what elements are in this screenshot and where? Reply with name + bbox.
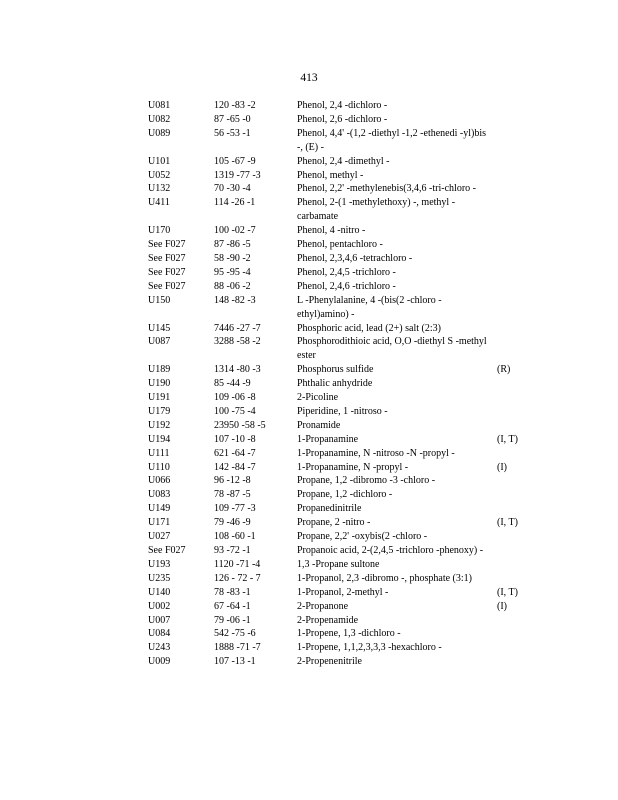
table-row [148, 127, 528, 155]
hazard-code: (I, T) [497, 517, 518, 529]
hazard-code: (I) [497, 461, 507, 473]
table-row [148, 600, 528, 614]
substance-name: Propane, 1,2 -dichloro - [297, 489, 393, 501]
waste-code: See F027 [148, 545, 186, 556]
cas-number: 109 -77 -3 [214, 503, 256, 515]
substance-name: Phosphorodithioic acid, O,O -diethyl S -methyl ester [297, 336, 487, 362]
page-number: 413 [300, 72, 318, 84]
cas-number: 109 -06 -8 [214, 392, 256, 404]
substance-name: Propanedinitrile [297, 503, 362, 515]
waste-code: U170 [148, 225, 171, 237]
cas-number: 87 -65 -0 [214, 113, 251, 125]
table-row [148, 238, 528, 252]
table-row [148, 641, 528, 655]
cas-number: 105 -67 -9 [214, 155, 256, 167]
waste-code: U087 [148, 336, 171, 348]
table-row [148, 558, 528, 572]
substance-name: 1-Propanol, 2-methyl - [297, 586, 389, 598]
table-row [148, 391, 528, 405]
hazardous-waste-table [148, 99, 528, 669]
waste-code: See F027 [148, 266, 186, 278]
table-row [148, 335, 528, 363]
substance-name: 1-Propanamine [297, 433, 359, 445]
table-row [148, 614, 528, 628]
cas-number: 96 -12 -8 [214, 475, 251, 487]
cas-number: 88 -06 -2 [214, 280, 251, 292]
table-row [148, 363, 528, 377]
cas-number: 87 -86 -5 [214, 239, 251, 251]
substance-name: Piperidine, 1 -nitroso - [297, 405, 388, 417]
table-row [148, 572, 528, 586]
table-row [148, 627, 528, 641]
waste-code: U082 [148, 113, 171, 125]
waste-code: U027 [148, 531, 171, 543]
cas-number: 1120 -71 -4 [214, 558, 261, 570]
waste-code: U132 [148, 183, 171, 195]
substance-name: Propane, 1,2 -dibromo -3 -chloro - [297, 475, 436, 487]
cas-number: 120 -83 -2 [214, 100, 256, 111]
substance-name: 2-Propanone [297, 600, 349, 612]
waste-code: See F027 [148, 252, 186, 264]
waste-code: U179 [148, 405, 171, 417]
table-row [148, 155, 528, 169]
cas-number: 7446 -27 -7 [214, 322, 261, 334]
substance-name: Propane, 2 -nitro - [297, 517, 371, 529]
table-row [148, 461, 528, 475]
hazard-code: (I) [497, 600, 507, 612]
waste-code: U192 [148, 419, 171, 431]
waste-code: U089 [148, 127, 171, 139]
waste-code: U150 [148, 294, 171, 306]
table-row [148, 377, 528, 391]
cas-number: 126 - 72 - 7 [214, 572, 261, 584]
substance-name: Phosphoric acid, lead (2+) salt (2:3) [297, 322, 441, 334]
table-row [148, 433, 528, 447]
cas-number: 79 -46 -9 [214, 517, 251, 529]
cas-number: 70 -30 -4 [214, 183, 251, 195]
cas-number: 114 -26 -1 [214, 197, 256, 209]
cas-number: 79 -06 -1 [214, 614, 251, 626]
substance-name: Phosphorus sulfide [297, 364, 374, 376]
substance-name: 2-Propenenitrile [297, 656, 362, 668]
waste-code: U111 [148, 447, 170, 459]
substance-name: 1-Propanamine, N -nitroso -N -propyl - [297, 447, 455, 459]
cas-number: 95 -95 -4 [214, 266, 251, 278]
table-row [148, 280, 528, 294]
cas-number: 107 -10 -8 [214, 433, 256, 445]
waste-code: U066 [148, 475, 171, 487]
waste-code: U149 [148, 503, 171, 515]
waste-code: U081 [148, 100, 171, 111]
substance-name: Phthalic anhydride [297, 378, 373, 390]
substance-name: Propane, 2,2' -oxybis(2 -chloro - [297, 531, 428, 543]
cas-number: 3288 -58 -2 [214, 336, 261, 348]
table-row [148, 516, 528, 530]
table-row [148, 474, 528, 488]
waste-code: U110 [148, 461, 170, 473]
substance-name: 1-Propanol, 2,3 -dibromo -, phosphate (3:1) [297, 572, 472, 584]
cas-number: 1319 -77 -3 [214, 169, 261, 181]
table-row [148, 113, 528, 127]
waste-code: U243 [148, 642, 171, 654]
substance-name: 1-Propene, 1,3 -dichloro - [297, 628, 401, 640]
substance-name: 2-Picoline [297, 392, 339, 404]
cas-number: 100 -02 -7 [214, 225, 256, 237]
substance-name: Pronamide [297, 419, 341, 431]
table-row [148, 530, 528, 544]
substance-name: Phenol, pentachloro - [297, 239, 383, 251]
table-row [148, 294, 528, 322]
substance-name: Phenol, 4 -nitro - [297, 225, 366, 237]
substance-name: Phenol, 4,4' -(1,2 -diethyl -1,2 -ethenedi -yl)bis -, (E) - [297, 127, 486, 153]
table-row [148, 405, 528, 419]
waste-code: U194 [148, 433, 171, 445]
waste-code: U191 [148, 392, 171, 404]
waste-code: U101 [148, 155, 171, 167]
cas-number: 58 -90 -2 [214, 252, 251, 264]
substance-name: Propanoic acid, 2-(2,4,5 -trichloro -phenoxy) - [297, 545, 484, 556]
table-row [148, 196, 528, 224]
waste-code: U083 [148, 489, 171, 501]
table-row [148, 322, 528, 336]
cas-number: 78 -83 -1 [214, 586, 251, 598]
substance-name: Phenol, 2,6 -dichloro - [297, 113, 388, 125]
cas-number: 23950 -58 -5 [214, 419, 266, 431]
cas-number: 78 -87 -5 [214, 489, 251, 501]
substance-name: L -Phenylalanine, 4 -(bis(2 -chloro -ethyl)amino) - [297, 294, 442, 320]
hazard-code: (I, T) [497, 433, 518, 445]
table-row [148, 224, 528, 238]
cas-number: 542 -75 -6 [214, 628, 256, 640]
substance-name: Phenol, 2-(1 -methylethoxy) -, methyl -carbamate [297, 197, 456, 223]
waste-code: U002 [148, 600, 171, 612]
cas-number: 93 -72 -1 [214, 545, 251, 556]
table-row [148, 447, 528, 461]
waste-code: See F027 [148, 239, 186, 251]
table-row [148, 586, 528, 600]
waste-code: U052 [148, 169, 171, 181]
substance-name: Phenol, 2,4 -dichloro - [297, 100, 388, 111]
cas-number: 1314 -80 -3 [214, 364, 261, 376]
table-row [148, 544, 528, 558]
waste-code: U193 [148, 558, 171, 570]
substance-name: Phenol, 2,4,5 -trichloro - [297, 266, 396, 278]
cas-number: 107 -13 -1 [214, 656, 256, 668]
cas-number: 1888 -71 -7 [214, 642, 261, 654]
table-row [148, 99, 528, 113]
substance-name: 1-Propanamine, N -propyl - [297, 461, 409, 473]
waste-code: U171 [148, 517, 171, 529]
cas-number: 148 -82 -3 [214, 294, 256, 306]
substance-name: Phenol, methyl - [297, 169, 364, 181]
cas-number: 621 -64 -7 [214, 447, 256, 459]
substance-name: Phenol, 2,4,6 -trichloro - [297, 280, 396, 292]
waste-code: U084 [148, 628, 171, 640]
waste-code: U190 [148, 378, 171, 390]
cas-number: 67 -64 -1 [214, 600, 251, 612]
table-row [148, 502, 528, 516]
waste-code: U235 [148, 572, 171, 584]
waste-code: U189 [148, 364, 171, 376]
waste-code: See F027 [148, 280, 186, 292]
substance-name: Phenol, 2,2' -methylenebis(3,4,6 -tri-chloro - [297, 183, 476, 195]
substance-name: 2-Propenamide [297, 614, 359, 626]
cas-number: 100 -75 -4 [214, 405, 256, 417]
hazard-code: (R) [497, 364, 511, 376]
cas-number: 85 -44 -9 [214, 378, 251, 390]
table-row [148, 655, 528, 669]
substance-name: Phenol, 2,3,4,6 -tetrachloro - [297, 252, 413, 264]
waste-code: U411 [148, 197, 170, 209]
cas-number: 142 -84 -7 [214, 461, 256, 473]
hazard-code: (I, T) [497, 586, 518, 598]
cas-number: 108 -60 -1 [214, 531, 256, 543]
waste-code: U145 [148, 322, 171, 334]
waste-code: U140 [148, 586, 171, 598]
table-row [148, 169, 528, 183]
table-row [148, 266, 528, 280]
waste-code: U007 [148, 614, 171, 626]
table-row [148, 182, 528, 196]
table-row [148, 419, 528, 433]
waste-code: U009 [148, 656, 171, 668]
substance-name: 1,3 -Propane sultone [297, 558, 380, 570]
substance-name: 1-Propene, 1,1,2,3,3,3 -hexachloro - [297, 642, 442, 654]
substance-name: Phenol, 2,4 -dimethyl - [297, 155, 390, 167]
table-row [148, 252, 528, 266]
table-row [148, 488, 528, 502]
cas-number: 56 -53 -1 [214, 127, 251, 139]
